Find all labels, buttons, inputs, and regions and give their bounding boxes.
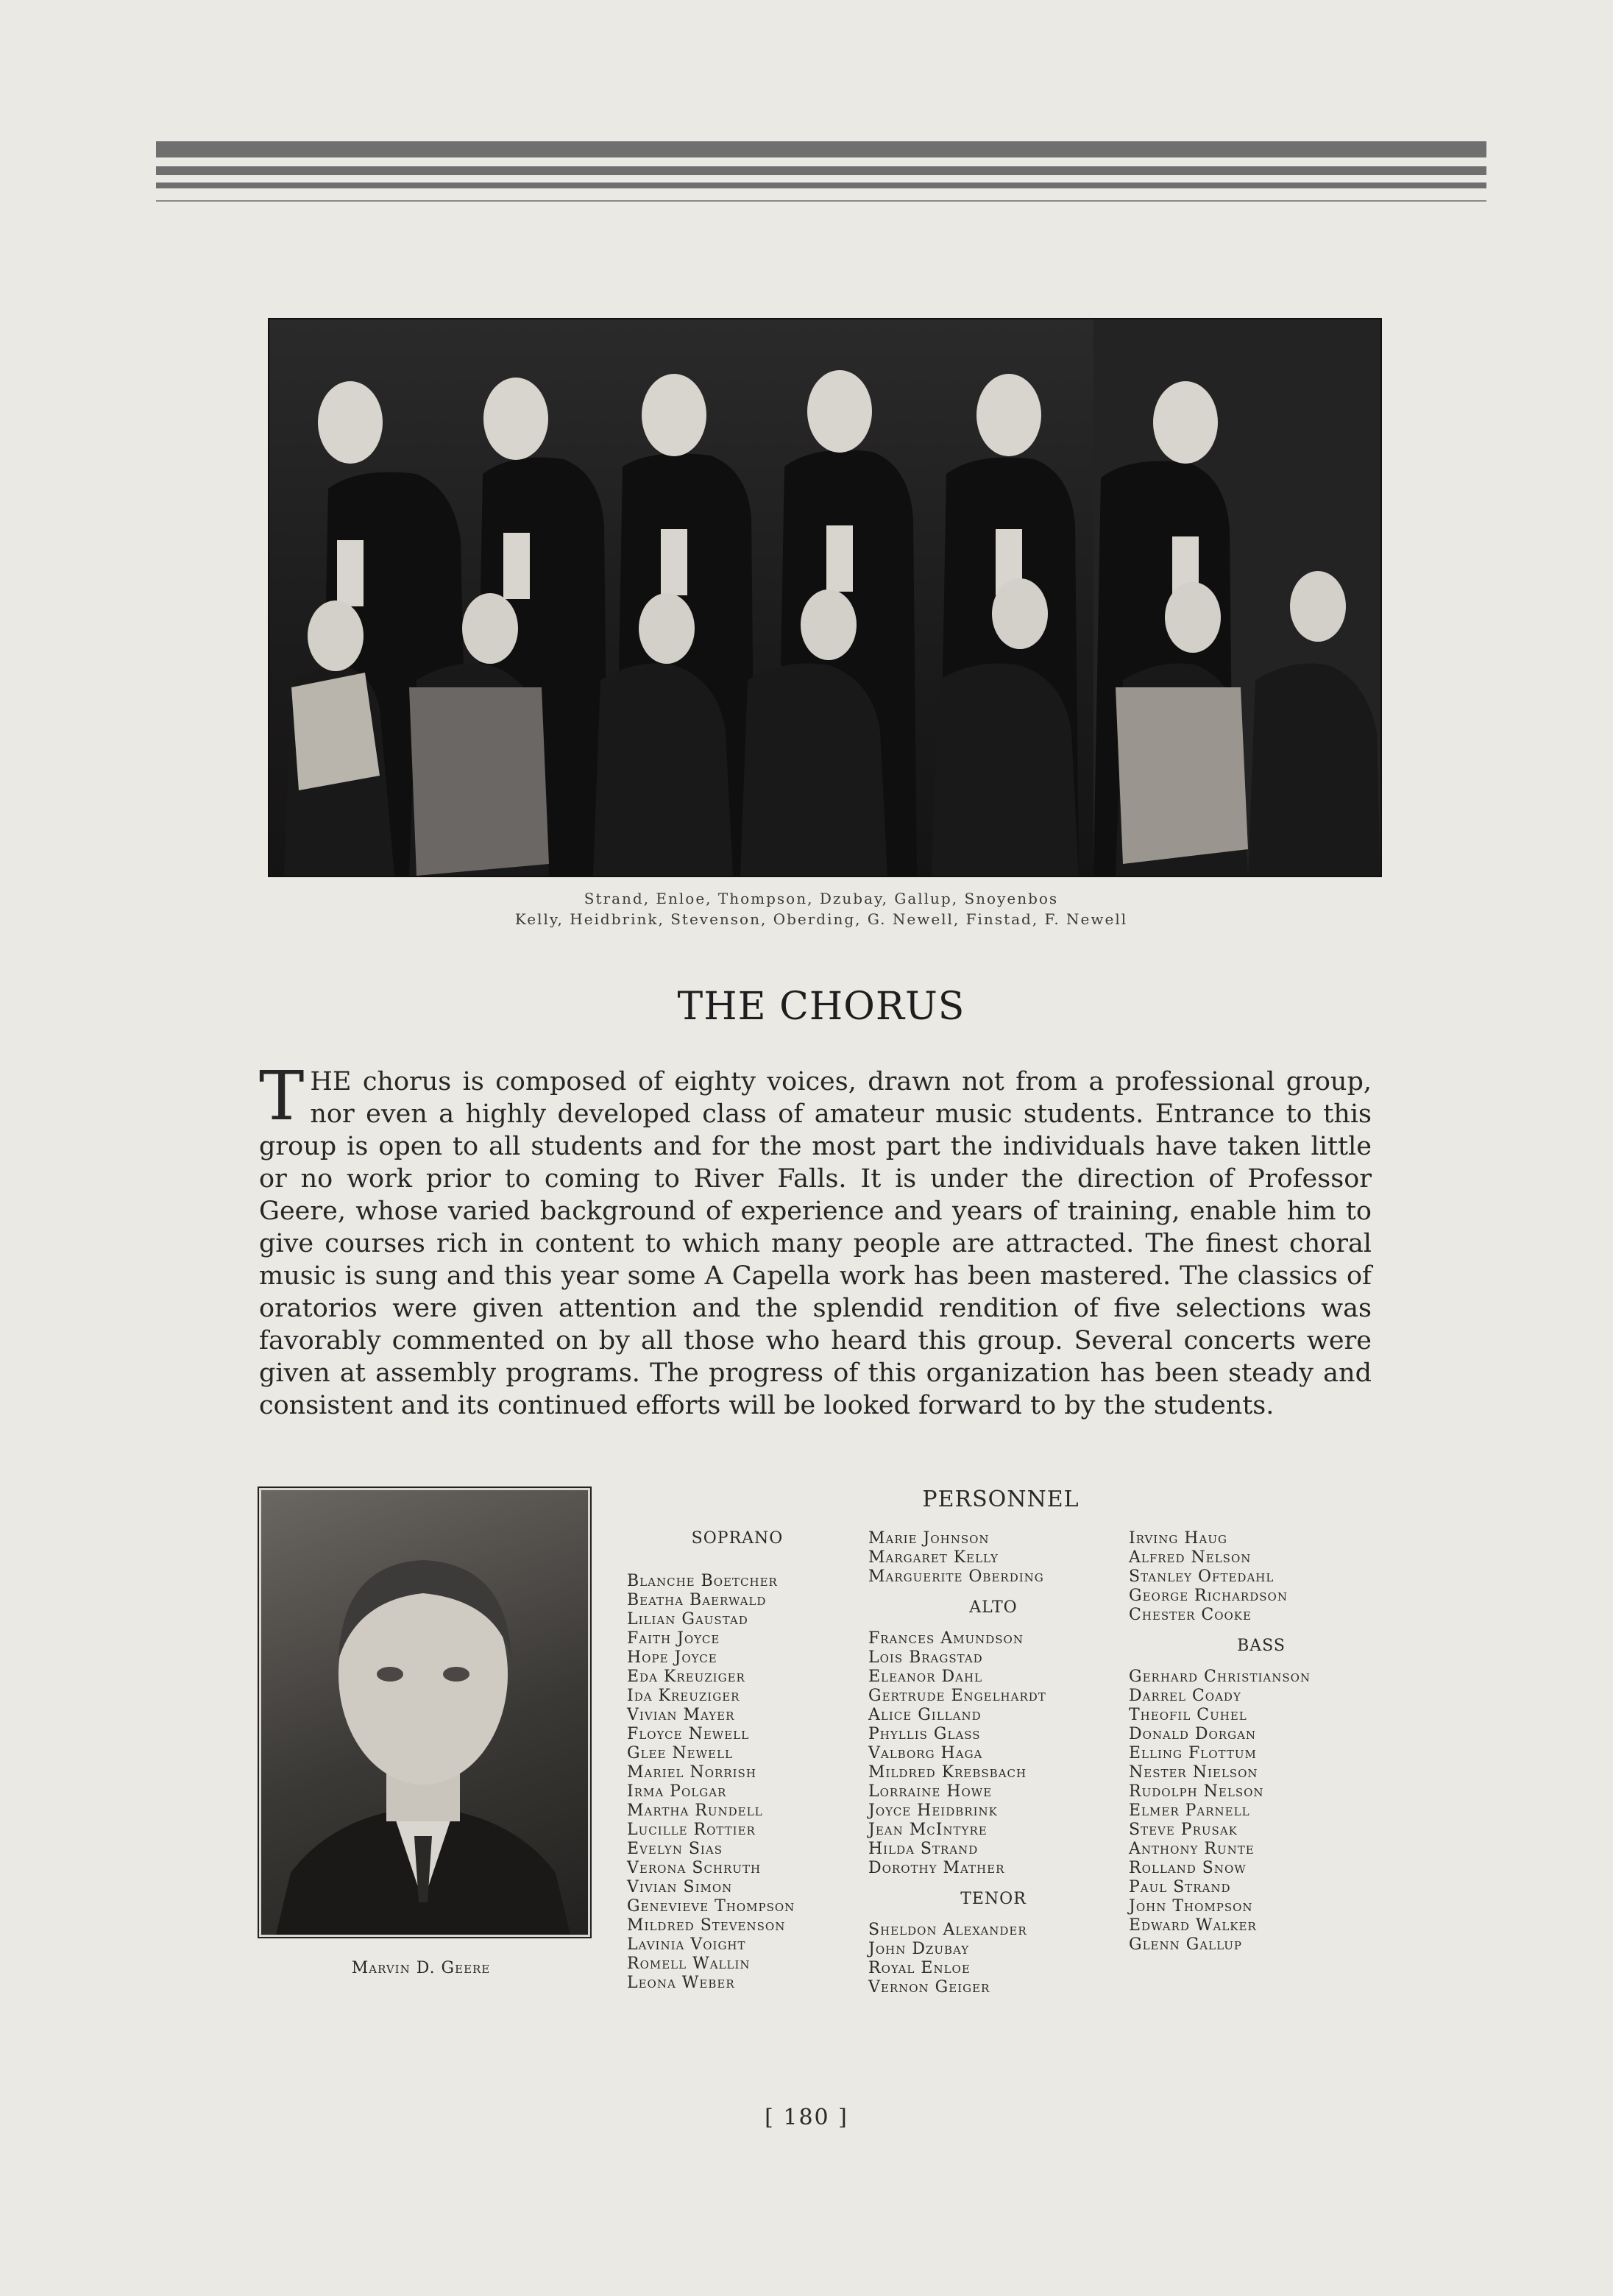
member-name: Elling Flottum <box>1129 1744 1257 1762</box>
portrait-photo <box>259 1488 590 1937</box>
member-name: Anthony Runte <box>1129 1840 1255 1858</box>
page-number: [ 180 ] <box>765 2105 848 2130</box>
member-name: Gerhard Christianson <box>1129 1668 1311 1686</box>
member-name: Vivian Simon <box>627 1878 733 1896</box>
member-name: Martha Rundell <box>627 1801 763 1820</box>
member-name: Ida Kreuziger <box>627 1687 740 1705</box>
member-name: Lavinia Voight <box>627 1935 746 1954</box>
member-name: Lois Bragstad <box>868 1648 983 1667</box>
tenor-heading: TENOR <box>960 1890 1027 1908</box>
member-name: Hope Joyce <box>627 1648 717 1667</box>
header-rule-hairline <box>156 200 1486 202</box>
photo-caption-row1: Strand, Enloe, Thompson, Dzubay, Gallup, Snoyenbos <box>584 890 1059 907</box>
member-name: Leona Weber <box>627 1974 735 1992</box>
personnel-heading: PERSONNEL <box>922 1487 1080 1512</box>
member-name: Marie Johnson <box>868 1529 990 1548</box>
member-name: Stanley Oftedahl <box>1129 1567 1275 1586</box>
drop-cap: T <box>259 1057 305 1135</box>
member-name: Margaret Kelly <box>868 1548 999 1567</box>
member-name: Glenn Gallup <box>1129 1935 1242 1954</box>
member-name: Lorraine Howe <box>868 1782 993 1801</box>
bass-list <box>1129 1668 1394 1955</box>
member-name: John Dzubay <box>868 1940 970 1958</box>
member-name: Eda Kreuziger <box>627 1668 745 1686</box>
header-rule-medium <box>156 166 1486 175</box>
personnel-column-3 <box>1129 1529 1394 1955</box>
member-name: Royal Enloe <box>868 1959 971 1977</box>
member-name: Genevieve Thompson <box>627 1897 795 1916</box>
member-name: Alice Gilland <box>868 1706 982 1724</box>
member-name: George Richardson <box>1129 1587 1288 1605</box>
header-rule-thin <box>156 183 1486 188</box>
member-name: Vernon Geiger <box>868 1978 990 1996</box>
member-name: Hilda Strand <box>868 1840 979 1858</box>
member-name: Floyce Newell <box>627 1725 750 1743</box>
soprano-cont-list <box>868 1529 1119 1587</box>
member-name: Evelyn Sias <box>627 1840 723 1858</box>
group-photo <box>268 318 1382 877</box>
member-name: Rudolph Nelson <box>1129 1782 1264 1801</box>
member-name: Vivian Mayer <box>627 1706 735 1724</box>
member-name: Mariel Norrish <box>627 1763 756 1782</box>
member-name: Dorothy Mather <box>868 1859 1005 1877</box>
member-name: Faith Joyce <box>627 1629 720 1648</box>
member-name: Jean McIntyre <box>868 1821 988 1839</box>
member-name: Steve Prusak <box>1129 1821 1238 1839</box>
photo-caption-row2: Kelly, Heidbrink, Stevenson, Oberding, G. Newell, Finstad, F. Newell <box>514 910 1128 928</box>
member-name: Chester Cooke <box>1129 1606 1252 1624</box>
member-name: Blanche Boetcher <box>627 1572 778 1590</box>
member-name: Theofil Cuhel <box>1129 1706 1247 1724</box>
member-name: Sheldon Alexander <box>868 1921 1027 1939</box>
member-name: Frances Amundson <box>868 1629 1024 1648</box>
member-name: Lucille Rottier <box>627 1821 756 1839</box>
soprano-list <box>627 1572 848 1993</box>
member-name: Elmer Parnell <box>1129 1801 1250 1820</box>
member-name: Rolland Snow <box>1129 1859 1247 1877</box>
group-photo-figures <box>269 319 1380 876</box>
member-name: Glee Newell <box>627 1744 733 1762</box>
member-name: Joyce Heidbrink <box>868 1801 998 1820</box>
member-name: Valborg Haga <box>868 1744 983 1762</box>
member-name: Nester Nielson <box>1129 1763 1258 1782</box>
member-name: Irma Polgar <box>627 1782 727 1801</box>
member-name: Mildred Stevenson <box>627 1916 786 1935</box>
member-name: Paul Strand <box>1129 1878 1231 1896</box>
body-text: HE chorus is composed of eighty voices, drawn not from a professional group, nor even a highly developed class of amateur music students. Entrance to this group is open to all students and for the most part the individuals have taken little or no work prior to coming to River Falls. It is under the direction of Professor Geere, whose varied background of experience and years of training, enable him to give courses rich in content to which many people are attracted. The finest choral music is sung and this year some A Capella work has been mastered. The classics of oratorios were given attention and the splendid rendition of five selections was favorably commented on by all those who heard this group. Several concerts were given at assembly programs. The progress of this organization has been steady and consistent and its continued efforts will be looked forward to by the students. <box>259 1067 1372 1420</box>
member-name: Edward Walker <box>1129 1916 1257 1935</box>
portrait-figure <box>261 1490 588 1935</box>
page-title: THE CHORUS <box>677 985 965 1029</box>
member-name: Alfred Nelson <box>1129 1548 1252 1567</box>
portrait-caption: Marvin D. Geere <box>351 1959 491 1977</box>
header-rule-thick <box>156 141 1486 157</box>
member-name: Donald Dorgan <box>1129 1725 1257 1743</box>
personnel-column-1 <box>627 1529 848 1993</box>
member-name: Lilian Gaustad <box>627 1610 748 1629</box>
personnel-column-2 <box>868 1529 1119 1997</box>
member-name: Marguerite Oberding <box>868 1567 1044 1586</box>
member-name: Beatha Baerwald <box>627 1591 767 1609</box>
member-name: Irving Haug <box>1129 1529 1227 1548</box>
bass-heading: BASS <box>1237 1637 1286 1655</box>
soprano-heading: SOPRANO <box>691 1529 784 1548</box>
member-name: John Thompson <box>1129 1897 1253 1916</box>
member-name: Gertrude Engelhardt <box>868 1687 1046 1705</box>
member-name: Phyllis Glass <box>868 1725 981 1743</box>
alto-list <box>868 1629 1119 1878</box>
member-name: Darrel Coady <box>1129 1687 1241 1705</box>
tenor-cont-list <box>1129 1529 1394 1625</box>
body-paragraph <box>259 1057 1372 1422</box>
alto-heading: ALTO <box>969 1598 1018 1617</box>
member-name: Eleanor Dahl <box>868 1668 983 1686</box>
member-name: Verona Schruth <box>627 1859 762 1877</box>
tenor-list <box>868 1921 1119 1997</box>
member-name: Romell Wallin <box>627 1955 751 1973</box>
member-name: Mildred Krebsbach <box>868 1763 1027 1782</box>
